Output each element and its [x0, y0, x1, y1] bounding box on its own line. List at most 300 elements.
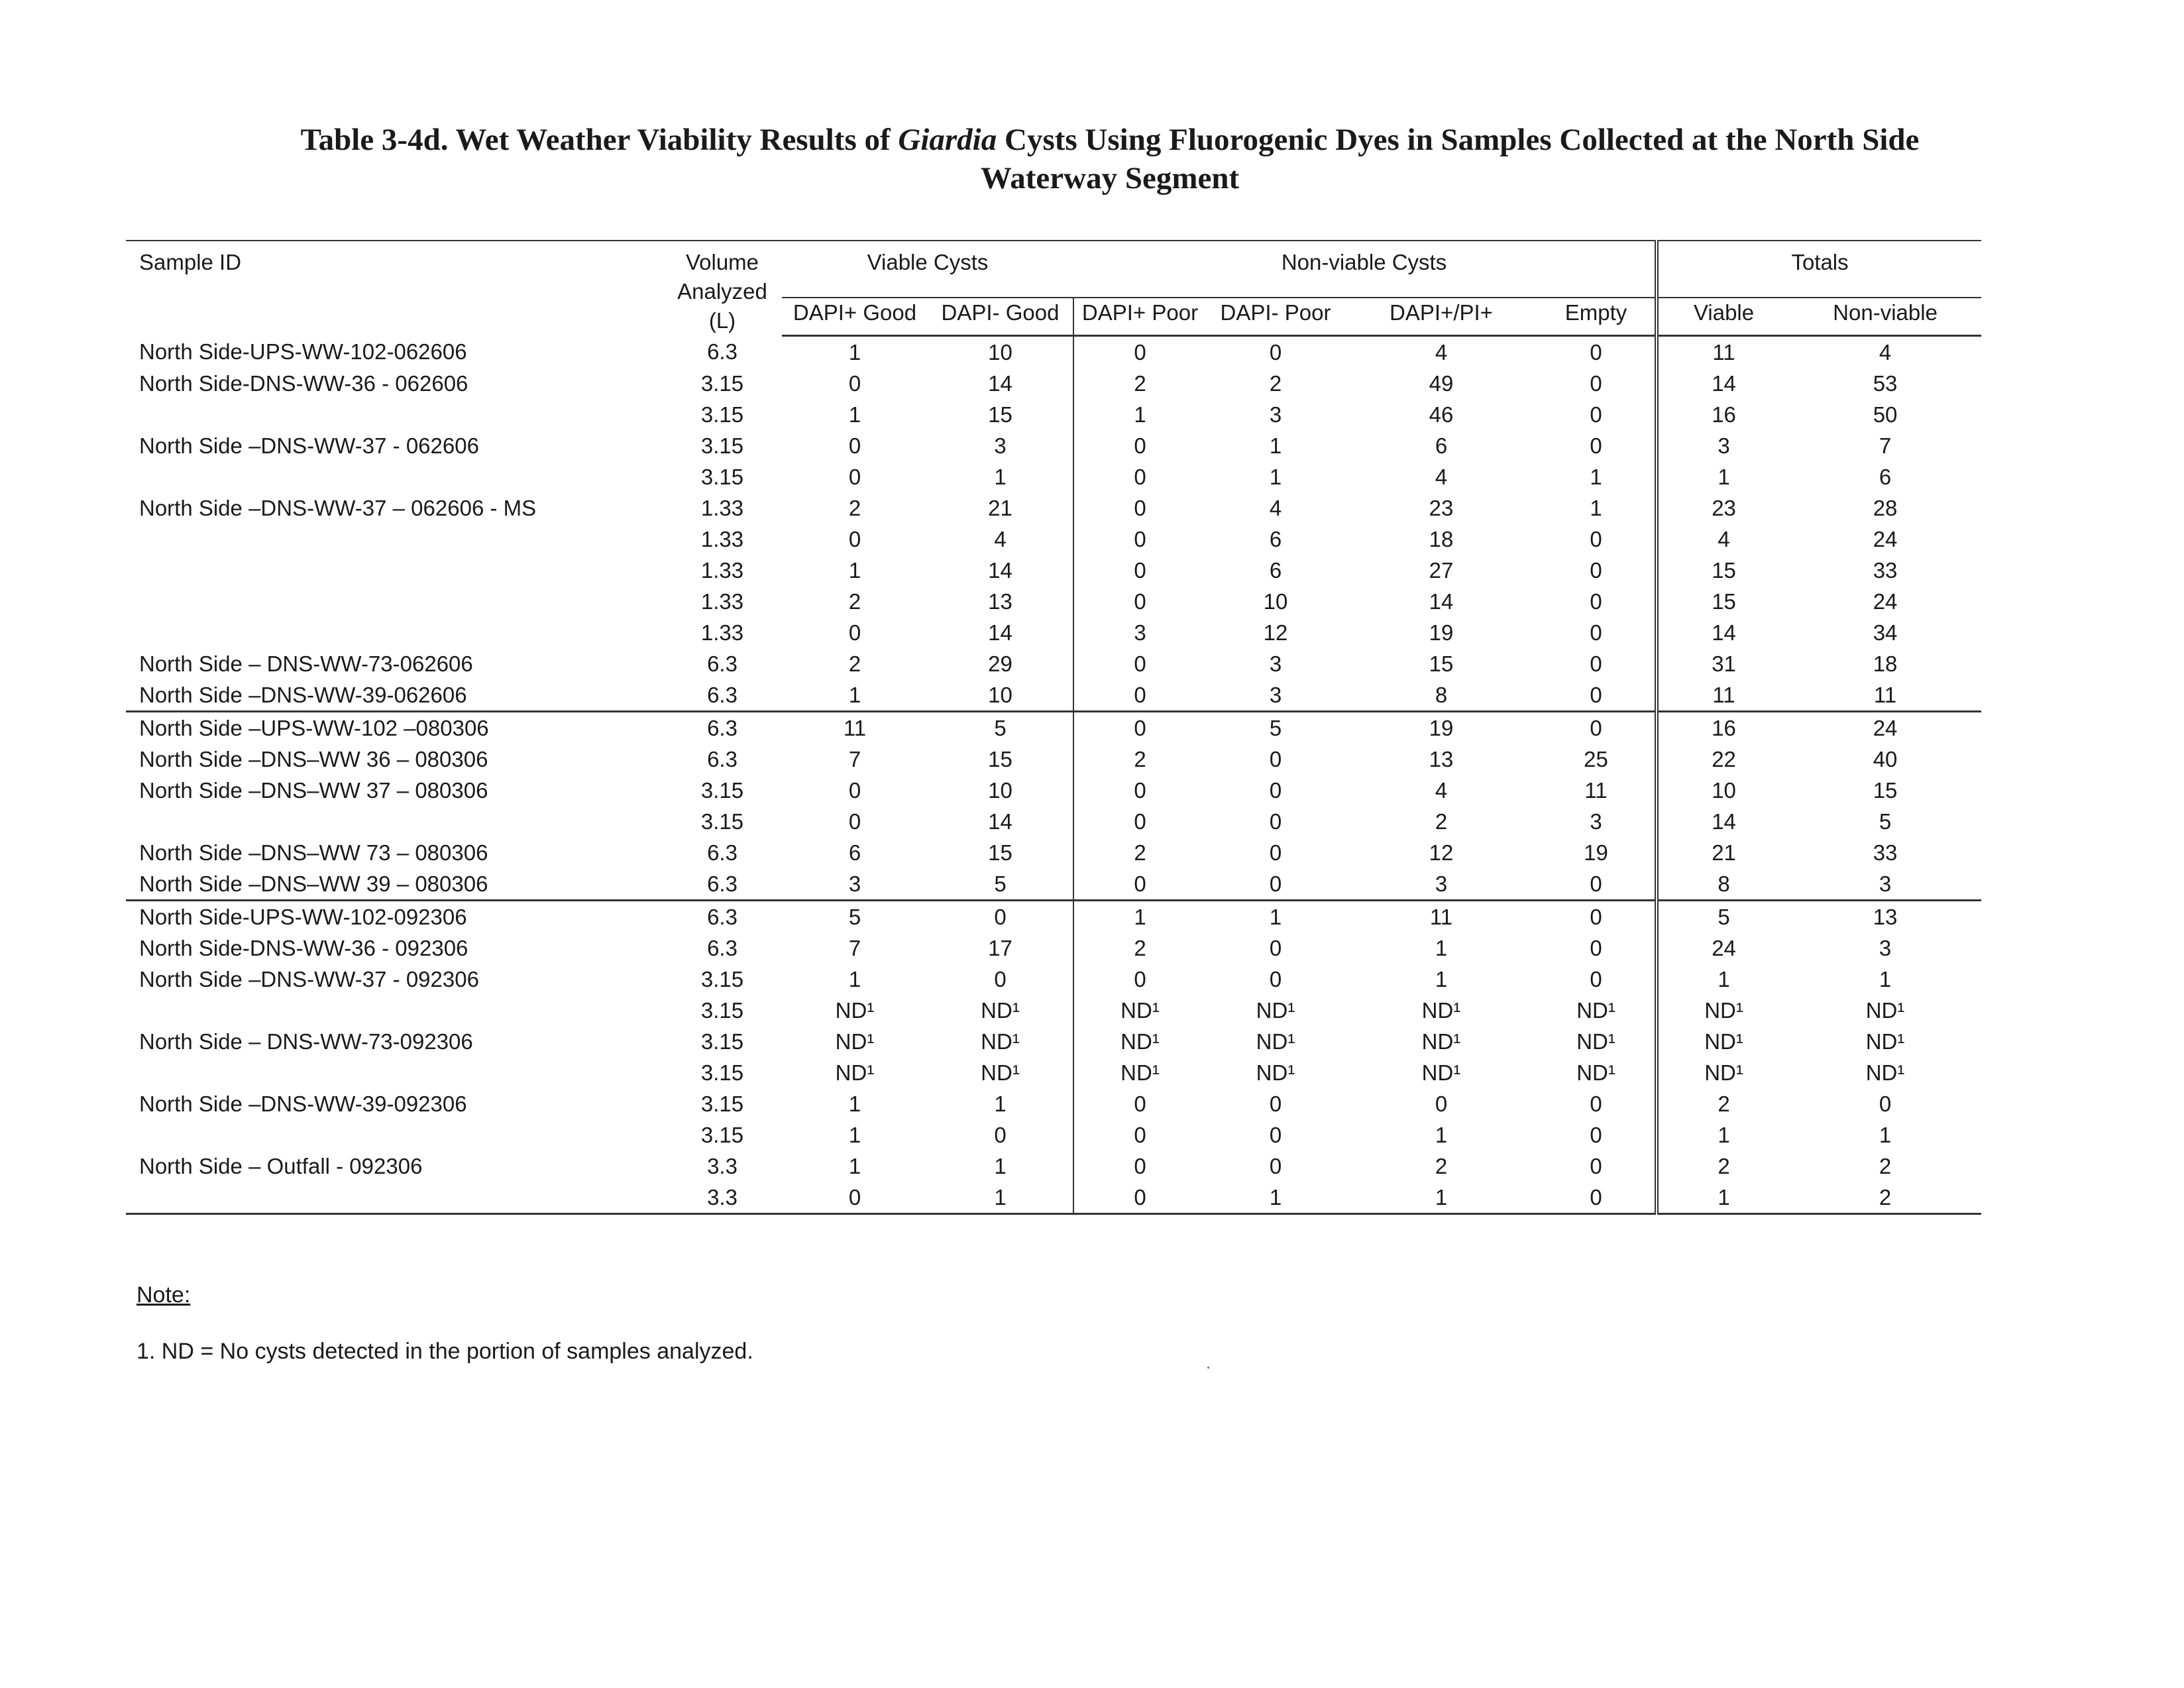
cell-total-nonviable: ND¹ [1865, 1060, 1905, 1085]
cell-total-nonviable: 33 [1873, 557, 1898, 583]
cell-dapi-minus-poor: 0 [1269, 1091, 1282, 1116]
cell-dapi-minus-poor: 6 [1269, 526, 1282, 551]
cell-dapi-minus-good: 5 [994, 715, 1007, 740]
cell-dapi-minus-good: 14 [988, 557, 1012, 583]
cell-dapi-pi: 46 [1429, 402, 1454, 427]
cell-dapi-minus-poor: 12 [1263, 620, 1288, 645]
header-totals: Totals [1657, 241, 1981, 298]
cell-sample-id [126, 995, 663, 1026]
cell-dapi-minus-poor: ND¹ [1256, 1060, 1295, 1085]
cell-dapi-minus-good: ND¹ [981, 1060, 1020, 1085]
cell-total-viable: 24 [1657, 932, 1789, 964]
header-viable-cysts: Viable Cysts [867, 250, 989, 274]
cell-dapi-minus-good: 14 [988, 809, 1012, 834]
cell-dapi-minus-good: 10 [988, 777, 1012, 803]
cell-dapi-minus-poor: 0 [1269, 746, 1282, 771]
cell-dapi-plus-good: 0 [848, 526, 861, 551]
cell-dapi-plus-good: 0 [848, 370, 861, 396]
cell-dapi-plus-poor: 0 [1073, 586, 1206, 617]
cell-dapi-plus-poor: 0 [1073, 679, 1206, 712]
cell-dapi-minus-poor: 0 [1269, 840, 1282, 865]
cell-dapi-plus-poor: 0 [1073, 492, 1206, 524]
cell-volume: 6.3 [707, 715, 737, 740]
title-line2: Waterway Segment [980, 161, 1240, 196]
cell-dapi-minus-good: 10 [928, 679, 1073, 712]
cell-dapi-minus-good: 21 [988, 495, 1012, 520]
cell-total-viable: 1 [1657, 1182, 1789, 1214]
cell-dapi-minus-good: 15 [988, 840, 1012, 865]
cell-dapi-pi: 1 [1435, 966, 1448, 991]
cell-dapi-pi: 3 [1345, 868, 1537, 901]
cell-volume: 6.3 [707, 746, 737, 771]
table-row [126, 492, 1981, 524]
cell-total-nonviable: 2 [1789, 1182, 1981, 1214]
table-row [126, 806, 1981, 837]
cell-dapi-plus-poor: 2 [1073, 932, 1206, 964]
cell-empty: 25 [1584, 746, 1608, 771]
cell-volume: 3.15 [700, 1060, 744, 1085]
cell-dapi-minus-good: 0 [994, 1122, 1007, 1147]
table-row [126, 524, 1981, 555]
cell-sample-id: North Side –DNS–WW 39 – 080306 [126, 868, 663, 901]
cell-dapi-minus-poor: ND¹ [1256, 997, 1295, 1023]
cell-dapi-minus-poor: ND¹ [1256, 1029, 1295, 1054]
cell-dapi-plus-good: 3 [782, 868, 928, 901]
cell-empty: 0 [1537, 1182, 1657, 1214]
header-dapi-minus-good: DAPI- Good [928, 298, 1073, 335]
table-row [126, 1057, 1981, 1088]
cell-dapi-minus-poor: 6 [1269, 557, 1282, 583]
table-row [126, 648, 1981, 679]
cell-dapi-plus-good: 2 [848, 651, 861, 676]
cell-total-viable: 14 [1657, 806, 1789, 837]
cell-total-nonviable: 33 [1873, 840, 1898, 865]
cell-sample-id: North Side –DNS-WW-37 – 062606 - MS [139, 495, 537, 520]
header-sample-id: Sample ID [139, 250, 242, 274]
cell-sample-id [126, 555, 663, 586]
cell-empty: 0 [1590, 966, 1602, 991]
cell-dapi-plus-poor: 2 [1073, 368, 1206, 399]
cell-total-nonviable: 6 [1879, 464, 1892, 489]
cell-dapi-pi: 49 [1429, 370, 1454, 396]
cell-dapi-minus-poor: 0 [1206, 868, 1345, 901]
table-row [126, 1026, 1981, 1057]
cell-total-viable: 2 [1657, 1151, 1789, 1182]
cell-dapi-minus-good: 10 [988, 339, 1012, 365]
cell-total-nonviable: 11 [1789, 679, 1981, 712]
cell-total-viable: 14 [1657, 368, 1789, 399]
cell-dapi-plus-poor: 0 [1073, 775, 1206, 806]
table-row [126, 335, 1981, 368]
table-row [126, 399, 1981, 430]
header-total-viable: Viable [1657, 298, 1789, 335]
cell-total-nonviable: 24 [1873, 589, 1898, 614]
cell-dapi-minus-good: ND¹ [981, 997, 1020, 1023]
cell-dapi-pi: 2 [1435, 1153, 1448, 1178]
cell-volume: 3.3 [707, 1153, 737, 1178]
cell-dapi-plus-poor: 0 [1073, 461, 1206, 492]
cell-empty: ND¹ [1576, 1029, 1615, 1054]
cell-volume: 1.33 [700, 557, 744, 583]
cell-dapi-plus-good: 1 [848, 1091, 861, 1116]
cell-total-nonviable: ND¹ [1865, 997, 1905, 1023]
cell-total-nonviable: 3 [1789, 868, 1981, 901]
cell-dapi-plus-good: 2 [848, 589, 861, 614]
cell-sample-id [126, 399, 663, 430]
cell-empty: ND¹ [1576, 1060, 1615, 1085]
title-prefix: Table 3-4d. Wet Weather Viability Results of [300, 123, 899, 157]
cell-total-nonviable: 13 [1873, 904, 1898, 929]
cell-sample-id: North Side –DNS–WW 73 – 080306 [139, 840, 488, 865]
cell-total-nonviable: 1 [1879, 966, 1892, 991]
cell-empty: 0 [1590, 526, 1602, 551]
cell-dapi-plus-good: 0 [782, 1182, 928, 1214]
cell-dapi-plus-good: 0 [848, 620, 861, 645]
cell-total-nonviable: 0 [1879, 1091, 1892, 1116]
cell-dapi-minus-good: 0 [994, 904, 1007, 929]
cell-dapi-pi: 4 [1435, 777, 1448, 803]
cell-total-nonviable: 2 [1879, 1153, 1892, 1178]
cell-dapi-minus-poor: 0 [1269, 339, 1282, 365]
table-row [126, 368, 1981, 399]
table-row [126, 964, 1981, 995]
cell-dapi-minus-good: 3 [994, 433, 1007, 458]
cell-empty: 3 [1590, 809, 1602, 834]
cell-total-nonviable: 40 [1873, 746, 1898, 771]
cell-volume: 6.3 [707, 935, 737, 960]
cell-volume: 6.3 [707, 339, 737, 364]
table-row [126, 430, 1981, 461]
cell-total-viable: 2 [1657, 1088, 1789, 1119]
cell-dapi-minus-poor: 1 [1269, 433, 1282, 458]
cell-dapi-plus-poor: 0 [1073, 711, 1206, 744]
cell-total-nonviable: 15 [1873, 777, 1898, 803]
cell-volume: 3.15 [700, 1122, 744, 1147]
cell-dapi-plus-poor: 0 [1073, 524, 1206, 555]
table-row [126, 1088, 1981, 1119]
cell-total-viable: 11 [1657, 335, 1789, 368]
cell-dapi-minus-good: 1 [928, 1182, 1073, 1214]
cell-dapi-minus-good: 4 [994, 526, 1007, 551]
cell-sample-id: North Side-DNS-WW-36 - 092306 [139, 935, 468, 960]
cell-empty: 0 [1590, 904, 1602, 929]
cell-dapi-minus-good: 14 [988, 370, 1012, 396]
cell-volume: 6.3 [707, 651, 737, 676]
cell-dapi-plus-poor: ND¹ [1073, 1026, 1206, 1057]
cell-empty: 0 [1590, 715, 1602, 740]
table-row [126, 932, 1981, 964]
cell-sample-id: North Side-UPS-WW-102-062606 [139, 339, 467, 364]
cell-dapi-plus-poor: 0 [1073, 555, 1206, 586]
cell-total-viable: 23 [1657, 492, 1789, 524]
cell-dapi-pi: 18 [1429, 526, 1454, 551]
cell-volume: 3.15 [700, 402, 744, 427]
cell-sample-id: North Side – DNS-WW-73-092306 [139, 1029, 473, 1054]
cell-total-nonviable: 1 [1879, 1122, 1892, 1147]
cell-total-nonviable: 53 [1873, 370, 1898, 396]
cell-dapi-plus-poor: 0 [1073, 335, 1206, 368]
cell-volume: 3.15 [700, 433, 744, 458]
cell-dapi-minus-poor: 1 [1269, 464, 1282, 489]
viability-table [126, 240, 1981, 1215]
cell-total-viable: 3 [1657, 430, 1789, 461]
cell-total-nonviable: 4 [1879, 339, 1892, 365]
cell-dapi-plus-good: 1 [848, 966, 861, 991]
cell-dapi-minus-good: 15 [988, 402, 1012, 427]
cell-volume: 3.15 [700, 809, 744, 834]
table-row [126, 837, 1981, 868]
table-row [126, 900, 1981, 932]
header-dapi-pi: DAPI+/PI+ [1345, 298, 1537, 335]
table-row [126, 1119, 1981, 1151]
cell-dapi-plus-poor: 2 [1073, 744, 1206, 775]
cell-dapi-pi: 1 [1435, 1122, 1448, 1147]
table-row [126, 1151, 1981, 1182]
cell-volume: 3.15 [700, 1091, 744, 1116]
cell-dapi-plus-good: 7 [848, 935, 861, 960]
cell-empty: 0 [1590, 370, 1602, 396]
cell-dapi-pi: 15 [1429, 651, 1454, 676]
cell-sample-id [126, 461, 663, 492]
cell-dapi-minus-good: 13 [988, 589, 1012, 614]
cell-sample-id: North Side-DNS-WW-36 - 062606 [139, 370, 468, 396]
cell-sample-id [126, 524, 663, 555]
cell-dapi-minus-poor: 3 [1269, 651, 1282, 676]
cell-total-viable: ND¹ [1657, 1026, 1789, 1057]
cell-total-nonviable: 24 [1873, 526, 1898, 551]
cell-volume: 3.15 [700, 1029, 744, 1054]
cell-dapi-plus-poor: 3 [1073, 617, 1206, 648]
cell-dapi-plus-good: 0 [848, 777, 861, 803]
cell-dapi-plus-good: 1 [848, 1122, 861, 1147]
cell-sample-id: North Side –DNS-WW-37 - 092306 [139, 966, 479, 991]
cell-total-viable: 1 [1657, 964, 1789, 995]
cell-dapi-pi: 27 [1429, 557, 1454, 583]
cell-dapi-plus-good: 1 [848, 557, 861, 583]
cell-dapi-plus-poor: 0 [1073, 1182, 1206, 1214]
cell-empty: 19 [1584, 840, 1608, 865]
cell-volume: 6.3 [663, 868, 782, 901]
header-volume: Volume Analyzed (L) [677, 250, 767, 333]
cell-dapi-plus-good: 5 [848, 904, 861, 929]
cell-dapi-plus-good: 7 [848, 746, 861, 771]
table-row [126, 868, 1981, 901]
cell-empty: 0 [1590, 402, 1602, 427]
cell-sample-id: North Side – DNS-WW-73-062606 [139, 651, 473, 676]
cell-sample-id [126, 617, 663, 648]
cell-total-viable: 1 [1657, 461, 1789, 492]
scan-speck [1207, 1367, 1209, 1369]
cell-empty: 0 [1590, 1122, 1602, 1147]
cell-empty: 0 [1590, 589, 1602, 614]
table-row [126, 586, 1981, 617]
cell-dapi-plus-poor: 0 [1073, 648, 1206, 679]
cell-dapi-pi: 1 [1435, 935, 1448, 960]
cell-total-nonviable: 5 [1879, 809, 1892, 834]
cell-dapi-minus-poor: 1 [1269, 904, 1282, 929]
cell-dapi-minus-good: 15 [988, 746, 1012, 771]
table-row [126, 555, 1981, 586]
cell-dapi-plus-poor: 0 [1073, 1088, 1206, 1119]
table-row [126, 461, 1981, 492]
cell-empty: 0 [1537, 679, 1657, 712]
cell-dapi-minus-good: 5 [928, 868, 1073, 901]
cell-dapi-minus-poor: 5 [1269, 715, 1282, 740]
header-nonviable-cysts: Non-viable Cysts [1281, 250, 1447, 274]
cell-dapi-minus-good: 29 [988, 651, 1012, 676]
cell-dapi-pi: 19 [1429, 620, 1454, 645]
cell-empty: 0 [1590, 620, 1602, 645]
cell-volume: 3.15 [700, 370, 744, 396]
table-row [126, 995, 1981, 1026]
cell-dapi-minus-poor: 0 [1269, 1122, 1282, 1147]
table-row [126, 744, 1981, 775]
cell-dapi-minus-poor: 4 [1269, 495, 1282, 520]
cell-sample-id: North Side-UPS-WW-102-092306 [139, 904, 467, 929]
cell-volume: 6.3 [663, 679, 782, 712]
cell-total-viable: 11 [1657, 679, 1789, 712]
cell-dapi-plus-good: 1 [848, 1153, 861, 1178]
cell-volume: 1.33 [700, 495, 744, 520]
cell-dapi-plus-good: ND¹ [835, 1060, 875, 1085]
cell-sample-id [126, 1057, 663, 1088]
cell-total-viable: 21 [1657, 837, 1789, 868]
cell-dapi-pi: 1 [1345, 1182, 1537, 1214]
header-dapi-plus-poor: DAPI+ Poor [1073, 298, 1206, 335]
header-empty: Empty [1537, 298, 1657, 335]
cell-total-nonviable: 28 [1873, 495, 1898, 520]
cell-sample-id [126, 586, 663, 617]
cell-dapi-plus-poor: 0 [1073, 806, 1206, 837]
cell-dapi-minus-good: ND¹ [981, 1029, 1020, 1054]
cell-dapi-pi: 4 [1435, 464, 1448, 489]
cell-dapi-minus-good: 1 [994, 1091, 1007, 1116]
cell-empty: 0 [1537, 868, 1657, 901]
cell-dapi-pi: 6 [1435, 433, 1448, 458]
cell-total-viable: ND¹ [1657, 1057, 1789, 1088]
cell-total-viable: 5 [1657, 900, 1789, 932]
cell-dapi-pi: 0 [1435, 1091, 1448, 1116]
cell-empty: 1 [1590, 495, 1602, 520]
cell-dapi-minus-poor: 0 [1269, 777, 1282, 803]
cell-sample-id: North Side –DNS-WW-39-062606 [126, 679, 663, 712]
cell-dapi-minus-poor: 1 [1206, 1182, 1345, 1214]
cell-empty: 1 [1590, 464, 1602, 489]
cell-dapi-pi: 8 [1345, 679, 1537, 712]
cell-total-viable: 16 [1657, 711, 1789, 744]
cell-dapi-minus-good: 0 [994, 966, 1007, 991]
cell-dapi-plus-good: 0 [848, 464, 861, 489]
cell-volume: 3.15 [700, 966, 744, 991]
cell-volume: 6.3 [707, 904, 737, 929]
cell-total-nonviable: 7 [1879, 433, 1892, 458]
cell-dapi-pi: 12 [1429, 840, 1454, 865]
cell-empty: 0 [1590, 651, 1602, 676]
header-total-nonviable: Non-viable [1789, 298, 1981, 335]
cell-dapi-plus-poor: 0 [1073, 964, 1206, 995]
cell-sample-id: North Side – Outfall - 092306 [139, 1153, 423, 1178]
cell-total-nonviable: 50 [1873, 402, 1898, 427]
cell-total-viable: 16 [1657, 399, 1789, 430]
cell-dapi-minus-good: 1 [994, 464, 1007, 489]
cell-dapi-plus-poor: 2 [1073, 837, 1206, 868]
header-dapi-plus-good: DAPI+ Good [782, 298, 928, 335]
cell-dapi-minus-poor: 10 [1263, 589, 1288, 614]
cell-dapi-minus-poor: 0 [1269, 1153, 1282, 1178]
cell-sample-id: North Side –UPS-WW-102 –080306 [139, 715, 489, 740]
cell-empty: 0 [1590, 935, 1602, 960]
note-label: Note: [136, 1282, 191, 1308]
cell-dapi-minus-good: 1 [994, 1153, 1007, 1178]
cell-volume: 1.33 [700, 620, 744, 645]
cell-dapi-plus-good: ND¹ [835, 997, 875, 1023]
cell-sample-id [126, 1182, 663, 1214]
cell-dapi-plus-poor: 1 [1073, 900, 1206, 932]
title-suffix: Cysts Using Fluorogenic Dyes in Samples Collected at the North Side [997, 123, 1920, 157]
cell-empty: 11 [1584, 777, 1608, 803]
table-row [126, 679, 1981, 712]
cell-total-viable: 22 [1657, 744, 1789, 775]
cell-dapi-minus-poor: 3 [1269, 402, 1282, 427]
table-row [126, 711, 1981, 744]
cell-dapi-plus-poor: 0 [1073, 868, 1206, 901]
header-dapi-minus-poor: DAPI- Poor [1206, 298, 1345, 335]
cell-total-viable: ND¹ [1657, 995, 1789, 1026]
cell-empty: 0 [1590, 557, 1602, 583]
cell-dapi-pi: ND¹ [1421, 1029, 1461, 1054]
cell-dapi-plus-good: ND¹ [835, 1029, 875, 1054]
cell-dapi-pi: ND¹ [1421, 997, 1461, 1023]
cell-dapi-pi: 4 [1435, 339, 1448, 365]
cell-dapi-plus-poor: ND¹ [1073, 1057, 1206, 1088]
cell-dapi-plus-poor: ND¹ [1073, 995, 1206, 1026]
cell-dapi-plus-good: 1 [848, 339, 861, 365]
cell-sample-id: North Side –DNS–WW 37 – 080306 [139, 777, 488, 803]
cell-dapi-minus-poor: 0 [1269, 935, 1282, 960]
cell-dapi-plus-good: 2 [848, 495, 861, 520]
cell-total-nonviable: 18 [1873, 651, 1898, 676]
cell-total-viable: 31 [1657, 648, 1789, 679]
cell-dapi-pi: 11 [1429, 904, 1453, 929]
cell-empty: 0 [1590, 1091, 1602, 1116]
cell-volume: 3.3 [663, 1182, 782, 1214]
cell-dapi-pi: 14 [1429, 589, 1454, 614]
cell-volume: 6.3 [707, 840, 737, 865]
cell-dapi-plus-good: 6 [848, 840, 861, 865]
cell-volume: 3.15 [700, 464, 744, 489]
cell-empty: 0 [1590, 1153, 1602, 1178]
cell-dapi-plus-poor: 0 [1073, 1151, 1206, 1182]
cell-dapi-pi: 19 [1429, 715, 1454, 740]
cell-dapi-pi: 13 [1429, 746, 1454, 771]
table-row [126, 1182, 1981, 1214]
cell-total-viable: 4 [1657, 524, 1789, 555]
cell-total-viable: 15 [1657, 586, 1789, 617]
cell-dapi-minus-poor: 2 [1269, 370, 1282, 396]
cell-sample-id: North Side –DNS–WW 36 – 080306 [139, 746, 488, 771]
cell-dapi-pi: 23 [1429, 495, 1454, 520]
cell-empty: ND¹ [1576, 997, 1615, 1023]
cell-volume: 3.15 [700, 777, 744, 803]
cell-volume: 1.33 [700, 526, 744, 551]
cell-dapi-plus-good: 11 [843, 715, 867, 740]
cell-dapi-plus-poor: 0 [1073, 430, 1206, 461]
cell-volume: 3.15 [700, 997, 744, 1023]
cell-total-viable: 10 [1657, 775, 1789, 806]
cell-sample-id [126, 1119, 663, 1151]
cell-dapi-minus-good: 17 [988, 935, 1012, 960]
cell-total-viable: 1 [1657, 1119, 1789, 1151]
